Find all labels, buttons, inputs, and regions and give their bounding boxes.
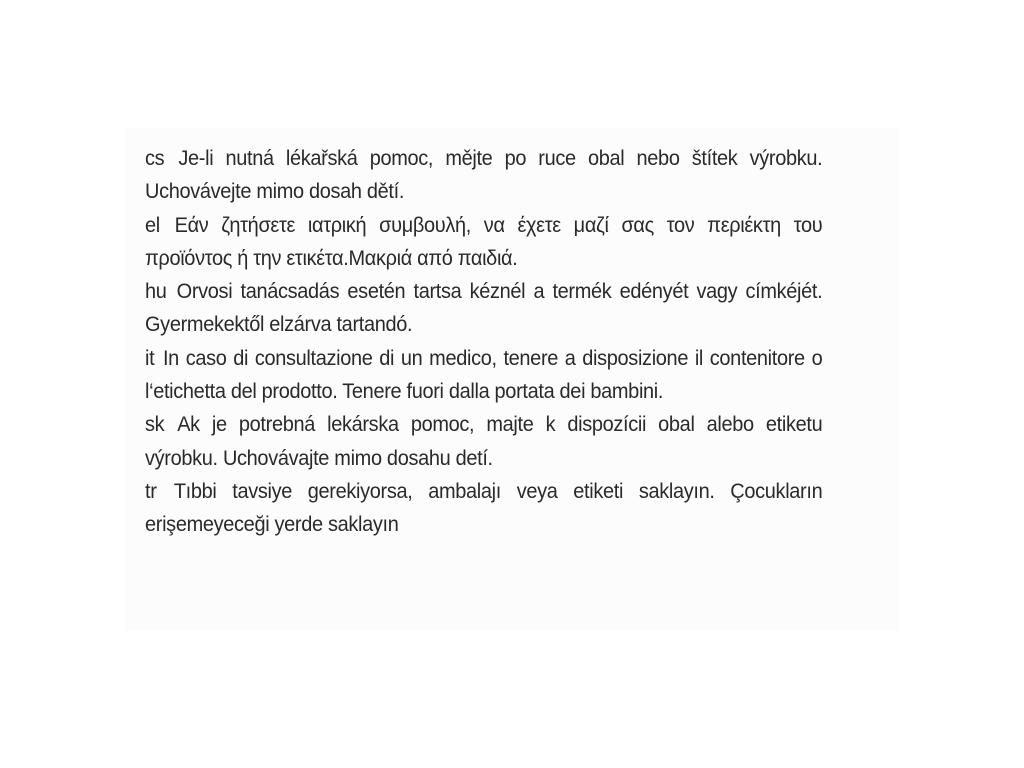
- paragraph-text-tr: Tıbbi tavsiye gerekiyorsa, ambalajı veya etiketi saklayın. Çocukların erişemeyeceği yerde saklayın: [145, 479, 823, 537]
- paragraph-text-cs: Je-li nutná lékařská pomoc, mějte po ruce obal nebo štítek výrobku. Uchovávejte mimo dosah dětí.: [145, 147, 823, 204]
- paragraph-cs: [145, 142, 822, 209]
- warning-text-block: [145, 142, 822, 542]
- paragraph-text-el: Εάν ζητήσετε ιατρική συμβουλή, να έχετε μαζί σας τον περιέκτη του προϊόντος ή την ετικέτα.Μακριά από παιδιά.: [145, 213, 823, 270]
- paragraph-text-sk: Ak je potrebná lekárska pomoc, majte k dispozícii obal alebo etiketu výrobku. Uchovávajte mimo dosahu detí.: [145, 413, 823, 470]
- lang-code-tr: tr: [145, 479, 157, 503]
- lang-code-el: el: [145, 213, 160, 237]
- paragraph-el: [145, 209, 822, 276]
- lang-code-it: it: [145, 346, 155, 370]
- paragraph-sk: [145, 408, 822, 475]
- lang-code-hu: hu: [145, 280, 167, 304]
- paragraph-hu: [145, 275, 822, 342]
- paragraph-tr: [145, 475, 822, 542]
- lang-code-cs: cs: [145, 147, 165, 170]
- lang-code-sk: sk: [145, 413, 165, 437]
- paragraph-it: [145, 342, 822, 409]
- paragraph-text-it: In caso di consultazione di un medico, tenere a disposizione il contenitore o l‘etichetta del prodotto. Tenere fuori dalla portata dei bambini.: [145, 346, 823, 404]
- paragraph-text-hu: Orvosi tanácsadás esetén tartsa kéznél a termék edényét vagy címkéjét. Gyermekektől elzárva tartandó.: [145, 280, 823, 337]
